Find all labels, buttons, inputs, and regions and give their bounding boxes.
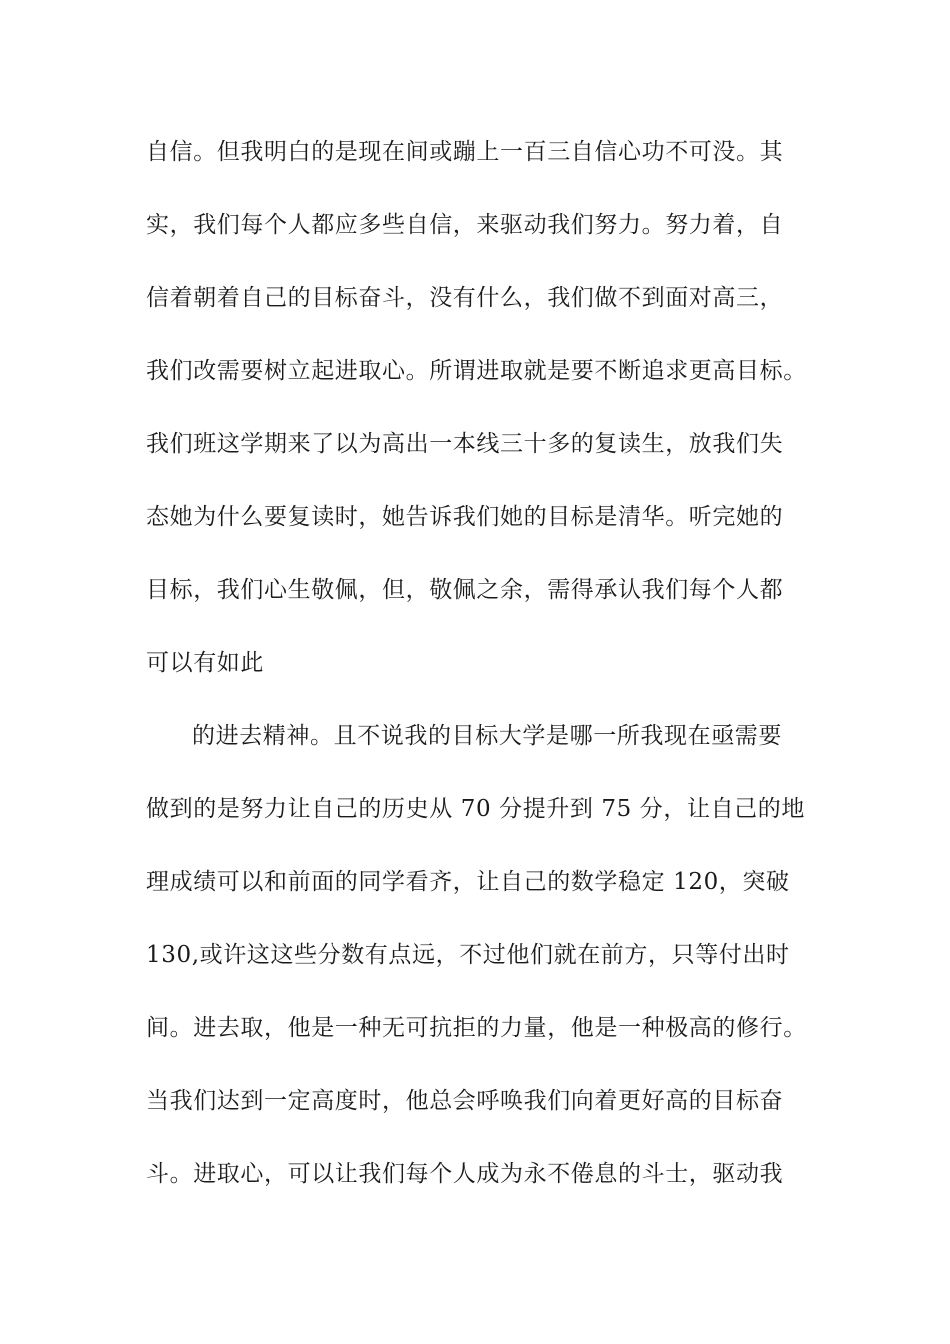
text-line: 理成绩可以和前面的同学看齐，让自己的数学稳定 120，突破 [146,869,790,895]
text-line: 间。进去取，他是一种无可抗拒的力量，他是一种极高的修行。 [146,1015,807,1041]
text-line: 当我们达到一定高度时，他总会呼唤我们向着更好高的目标奋 [146,1088,784,1114]
text-line: 做到的是努力让自己的历史从 70 分提升到 75 分，让自己的地 [146,796,805,822]
text-line: 信着朝着自己的目标奋斗，没有什么，我们做不到面对高三， [146,285,784,311]
text-line: 130,或许这这些分数有点远，不过他们就在前方，只等付出时 [146,942,790,968]
text-line: 实，我们每个人都应多些自信，来驱动我们努力。努力着，自 [146,212,784,238]
text-line: 目标，我们心生敬佩，但，敬佩之余，需得承认我们每个人都 [146,577,784,603]
text-line: 自信。但我明白的是现在间或蹦上一百三自信心功不可没。其 [146,139,784,165]
text-line: 我们改需要树立起进取心。所谓进取就是要不断追求更高目标。 [146,358,807,384]
body-text [146,128,814,1223]
paragraph-start-line: 的进去精神。且不说我的目标大学是哪一所我现在亟需要 [192,723,782,749]
text-line: 斗。进取心，可以让我们每个人成为永不倦息的斗士，驱动我 [146,1161,784,1187]
text-line: 可以有如此 [146,650,264,676]
text-line: 态她为什么要复读时，她告诉我们她的目标是清华。听完她的 [146,504,784,530]
text-line: 我们班这学期来了以为高出一本线三十多的复读生，放我们失 [146,431,784,457]
